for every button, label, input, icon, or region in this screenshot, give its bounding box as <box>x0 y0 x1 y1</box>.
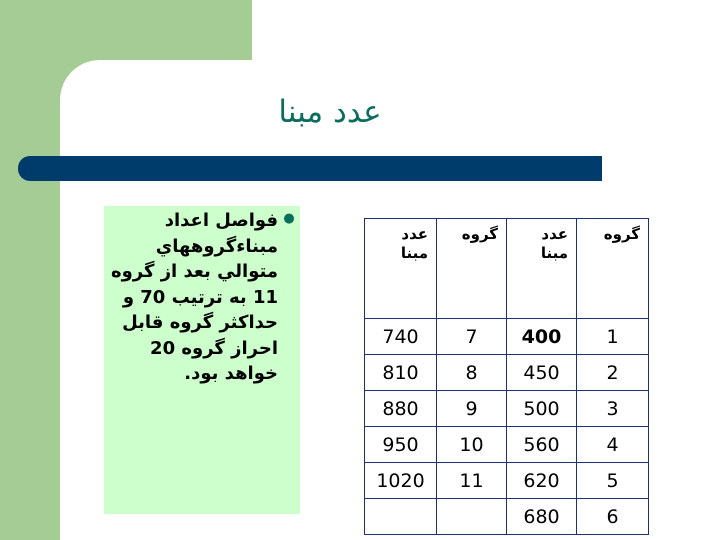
table-cell: 5 <box>577 463 649 499</box>
table-row <box>365 319 649 355</box>
table-cell: 7 <box>437 319 507 355</box>
table-cell: 4 <box>577 427 649 463</box>
table-cell: 560 <box>507 427 577 463</box>
table-cell: 400 <box>507 319 577 355</box>
table-cell: 11 <box>437 463 507 499</box>
table-row <box>365 499 649 535</box>
table-cell: 8 <box>437 355 507 391</box>
table-row <box>365 427 649 463</box>
table-cell: 500 <box>507 391 577 427</box>
table-cell: 2 <box>577 355 649 391</box>
table-cell: 880 <box>365 391 437 427</box>
table-cell: 680 <box>507 499 577 535</box>
table-header-cell: عدد مبنا <box>365 219 437 319</box>
table-cell: 740 <box>365 319 437 355</box>
base-number-table <box>364 218 649 535</box>
table-cell: 10 <box>437 427 507 463</box>
table-row <box>365 355 649 391</box>
title-divider-bar <box>18 156 602 181</box>
table-cell: 1 <box>577 319 649 355</box>
table-header-cell: گروه <box>577 219 649 319</box>
table-cell: 9 <box>437 391 507 427</box>
slide-title: عدد مبنا <box>278 94 382 130</box>
table-cell: 3 <box>577 391 649 427</box>
bullet-icon: ● <box>283 211 295 226</box>
table-cell: 810 <box>365 355 437 391</box>
table-header-cell: عدد مبنا <box>507 219 577 319</box>
table-header-row <box>365 219 649 319</box>
table-cell: 1020 <box>365 463 437 499</box>
bullet-text: فواصل اعداد مبناءگروههاي متوالي بعد از گروه 11 به ترتيب 70 و حداکثر گروه قابل احراز گروه 20 خواهد بود. <box>110 210 278 384</box>
table-cell <box>437 499 507 535</box>
table-cell: 620 <box>507 463 577 499</box>
table-cell <box>365 499 437 535</box>
table-row <box>365 391 649 427</box>
table-cell: 6 <box>577 499 649 535</box>
table-header-cell: گروه <box>437 219 507 319</box>
table-cell: 450 <box>507 355 577 391</box>
table-row <box>365 463 649 499</box>
table-cell: 950 <box>365 427 437 463</box>
